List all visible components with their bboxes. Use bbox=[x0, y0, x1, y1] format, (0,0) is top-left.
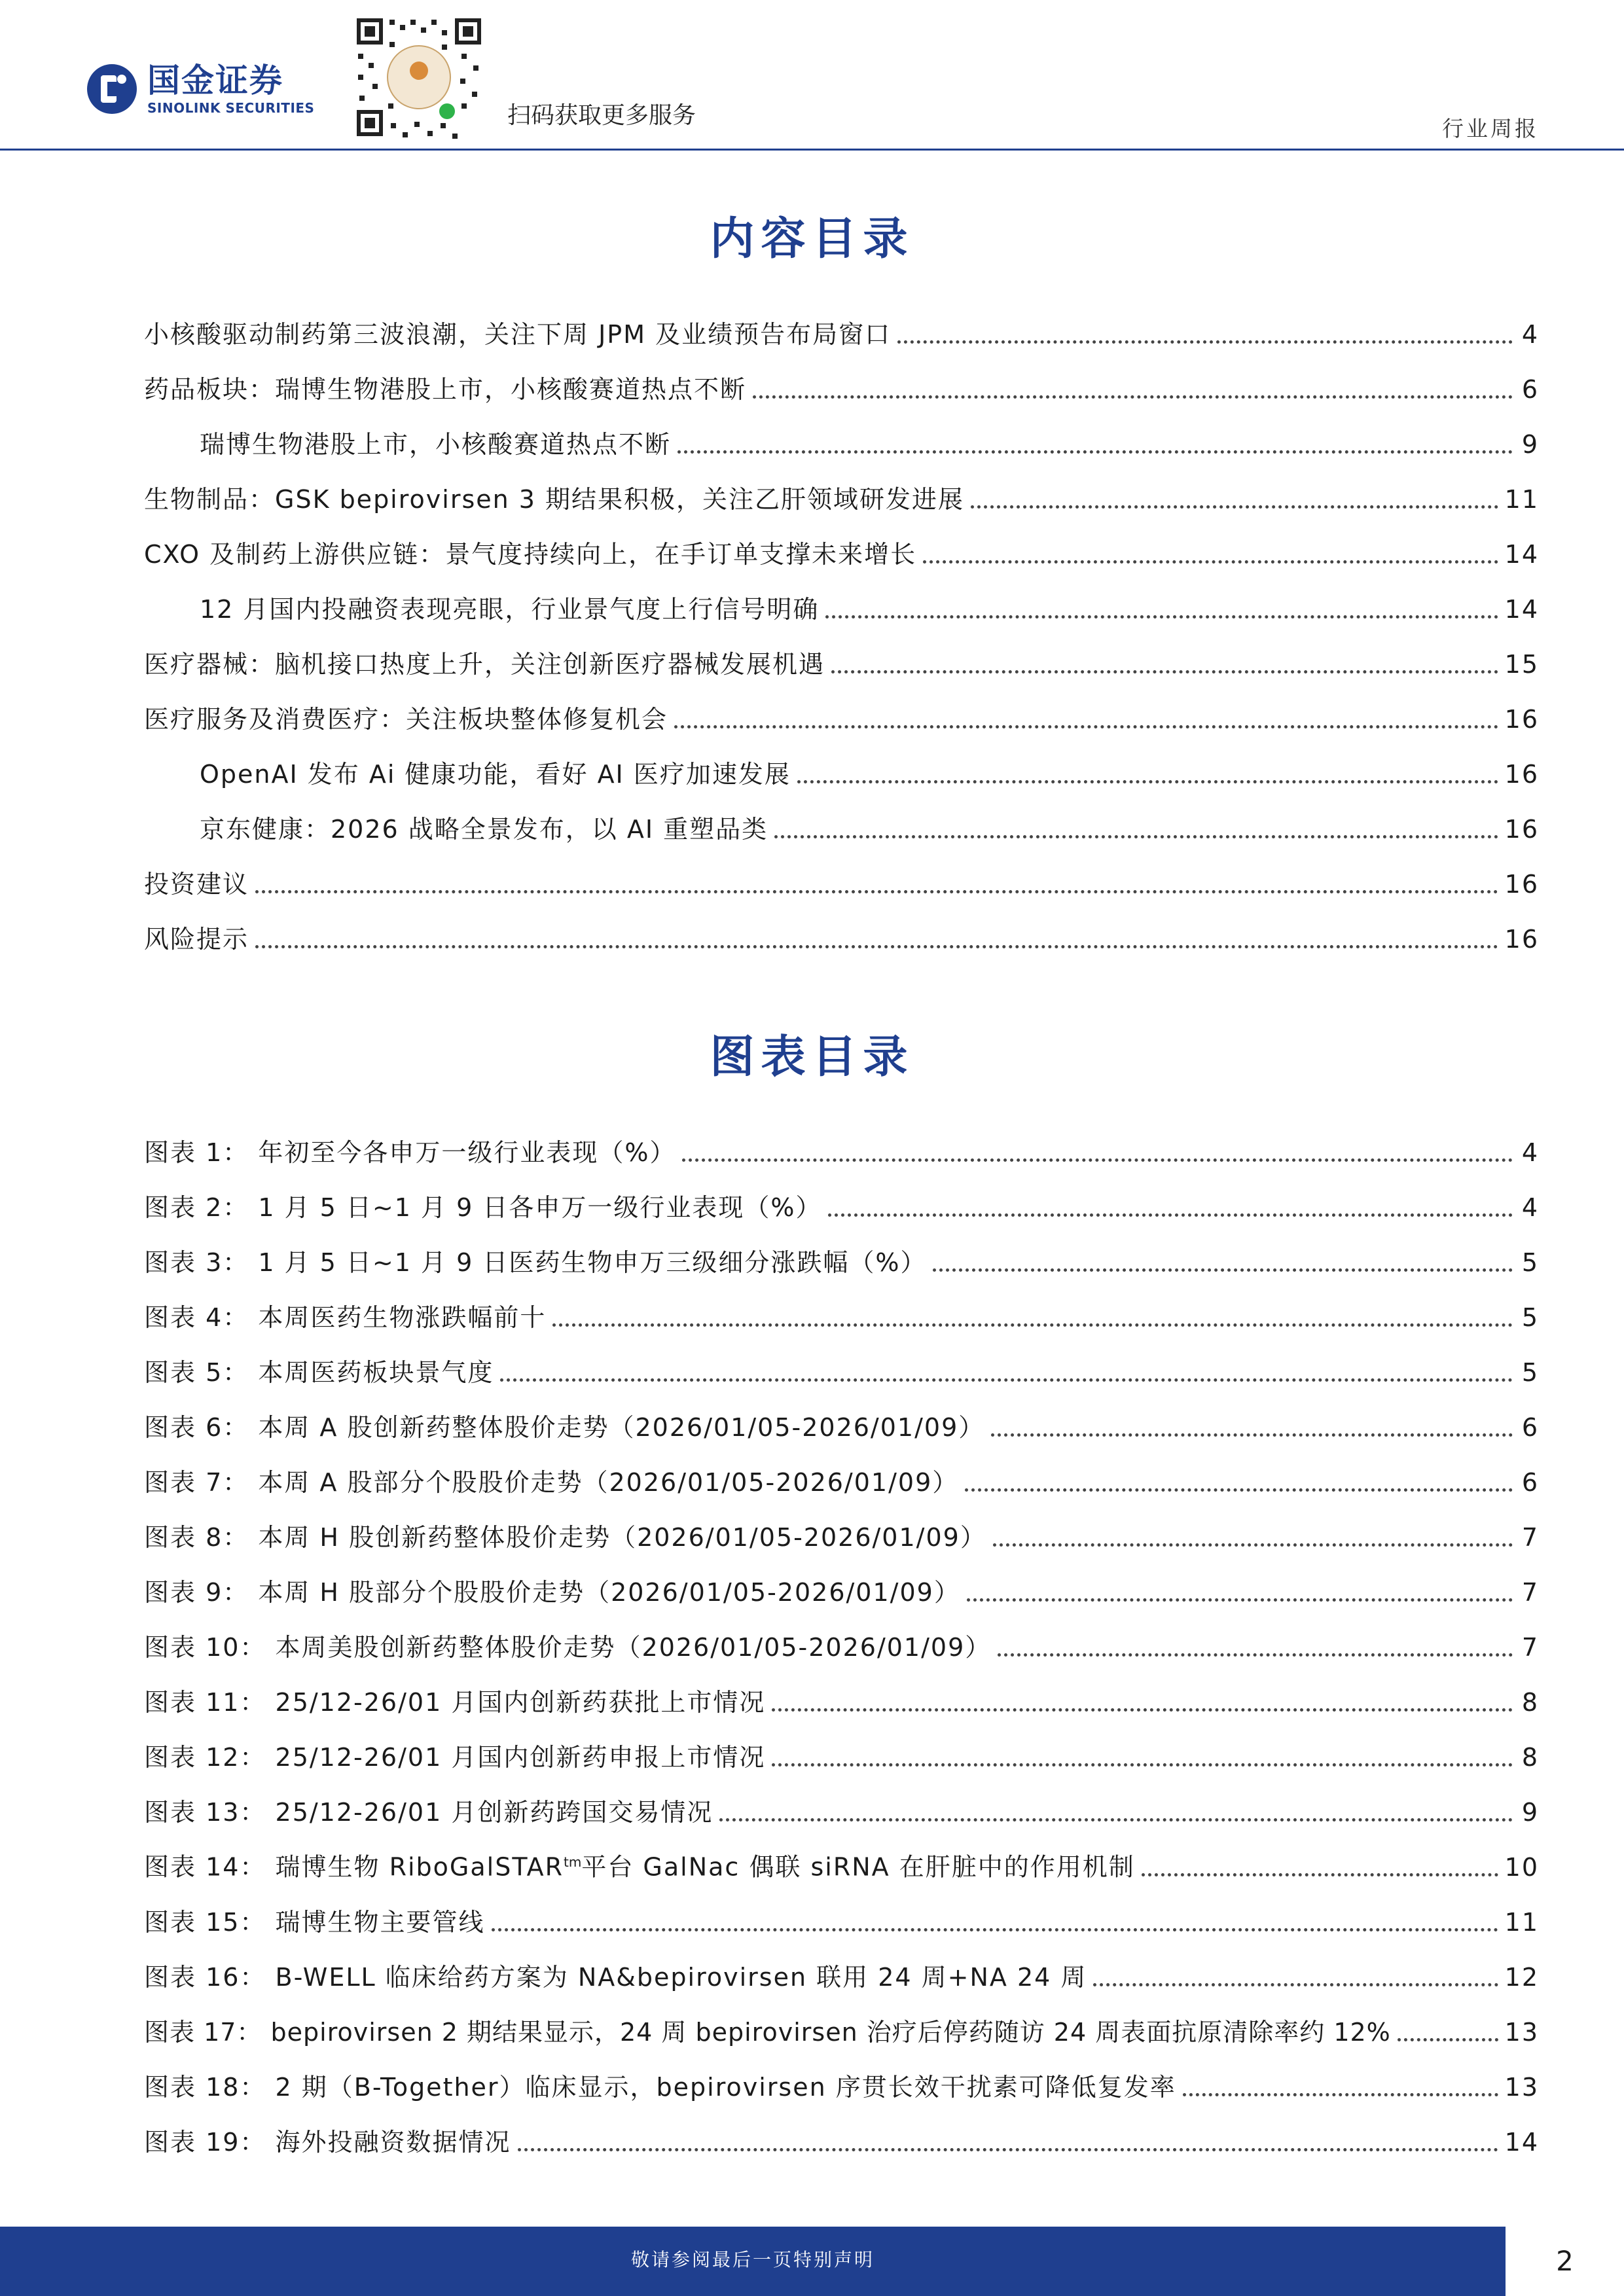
figure-page-number: 7 bbox=[1521, 1523, 1539, 1552]
toc-subentry[interactable]: 12 月国内投融资表现亮眼，行业景气度上行信号明确 14 bbox=[200, 586, 1539, 625]
toc-page-number: 15 bbox=[1504, 650, 1539, 679]
figure-page-number: 8 bbox=[1521, 1743, 1539, 1772]
figure-entry[interactable]: 图表 2： 1 月 5 日~1 月 9 日各申万一级行业表现（%） 4 bbox=[144, 1184, 1539, 1223]
toc-subentry[interactable]: 瑞博生物港股上市，小核酸赛道热点不断 9 bbox=[200, 421, 1539, 460]
figure-entry[interactable]: 图表 3： 1 月 5 日~1 月 9 日医药生物申万三级细分涨跌幅（%） 5 bbox=[144, 1239, 1539, 1278]
figure-page-number: 5 bbox=[1521, 1358, 1539, 1387]
figures-title: 图表目录 bbox=[710, 1031, 914, 1083]
figure-page-number: 8 bbox=[1521, 1688, 1539, 1717]
figure-page-number: 12 bbox=[1504, 1963, 1539, 1992]
figure-entry[interactable]: 图表 12： 25/12-26/01 月国内创新药申报上市情况 8 bbox=[144, 1734, 1539, 1773]
figure-entry[interactable]: 图表 10： 本周美股创新药整体股价走势（2026/01/05-2026/01/09） 7 bbox=[144, 1624, 1539, 1663]
page-number: 2 bbox=[1556, 2245, 1574, 2277]
qr-caption: 扫码获取更多服务 bbox=[507, 102, 696, 129]
figure-entry[interactable]: 图表 5： 本周医药板块景气度 5 bbox=[144, 1349, 1539, 1388]
toc-page-number: 16 bbox=[1504, 815, 1539, 844]
figure-entry[interactable]: 图表 11： 25/12-26/01 月国内创新药获批上市情况 8 bbox=[144, 1679, 1539, 1718]
qr-code-icon[interactable] bbox=[350, 12, 488, 143]
toc-page-number: 16 bbox=[1504, 925, 1539, 954]
company-logo bbox=[85, 62, 321, 121]
figure-page-number: 13 bbox=[1504, 2073, 1539, 2102]
figure-page-number: 9 bbox=[1521, 1798, 1539, 1827]
figure-entry[interactable]: 图表 7： 本周 A 股部分个股股价走势（2026/01/05-2026/01/09） 6 bbox=[144, 1459, 1539, 1498]
toc-page-number: 16 bbox=[1504, 705, 1539, 734]
toc-entry[interactable]: 小核酸驱动制药第三波浪潮，关注下周 JPM 及业绩预告布局窗口 4 bbox=[144, 311, 1539, 350]
toc-page-number: 11 bbox=[1504, 485, 1539, 514]
figure-page-number: 4 bbox=[1521, 1193, 1539, 1222]
figure-entry[interactable]: 图表 9： 本周 H 股部分个股股价走势（2026/01/05-2026/01/09） 7 bbox=[144, 1569, 1539, 1608]
figure-entry[interactable]: 图表 14： 瑞博生物 RiboGalSTAR$^{tm}$平台 GalNac 偶联 siRNA 在肝脏中的作用机制 10 bbox=[144, 1844, 1539, 1883]
figure-page-number: 10 bbox=[1504, 1853, 1539, 1882]
toc-page-number: 16 bbox=[1504, 760, 1539, 789]
figure-entry[interactable]: 图表 17： bepirovirsen 2 期结果显示，24 周 bepirovirsen 治疗后停药随访 24 周表面抗原清除率约 12% 13 bbox=[144, 2009, 1539, 2048]
figure-entry[interactable]: 图表 13： 25/12-26/01 月创新药跨国交易情况 9 bbox=[144, 1789, 1539, 1828]
figure-page-number: 6 bbox=[1521, 1413, 1539, 1442]
figure-entry[interactable]: 图表 6： 本周 A 股创新药整体股价走势（2026/01/05-2026/01/09） 6 bbox=[144, 1404, 1539, 1443]
figure-page-number: 5 bbox=[1521, 1303, 1539, 1332]
logo-english-name: SINOLINK SECURITIES bbox=[147, 100, 315, 116]
toc-page-number: 4 bbox=[1521, 320, 1539, 349]
figure-page-number: 7 bbox=[1521, 1578, 1539, 1607]
toc-page-number: 6 bbox=[1521, 375, 1539, 404]
toc-entry[interactable]: 风险提示 16 bbox=[144, 916, 1539, 955]
footer-disclaimer: 敬请参阅最后一页特别声明 bbox=[630, 2249, 875, 2270]
figure-page-number: 4 bbox=[1521, 1138, 1539, 1167]
figure-entry[interactable]: 图表 4： 本周医药生物涨跌幅前十 5 bbox=[144, 1294, 1539, 1333]
toc-entry[interactable]: 投资建议 16 bbox=[144, 861, 1539, 900]
figure-entry[interactable]: 图表 19： 海外投融资数据情况 14 bbox=[144, 2119, 1539, 2158]
toc-page-number: 14 bbox=[1504, 540, 1539, 569]
figure-page-number: 13 bbox=[1504, 2018, 1539, 2047]
contents-title: 内容目录 bbox=[710, 213, 914, 265]
toc-page-number: 14 bbox=[1504, 595, 1539, 624]
figure-entry[interactable]: 图表 15： 瑞博生物主要管线 11 bbox=[144, 1899, 1539, 1938]
report-type-label: 行业周报 bbox=[1442, 116, 1539, 141]
figure-page-number: 11 bbox=[1504, 1908, 1539, 1937]
toc-entry[interactable]: CXO 及制药上游供应链：景气度持续向上，在手订单支撑未来增长 14 bbox=[144, 531, 1539, 570]
toc-subentry[interactable]: OpenAI 发布 Ai 健康功能，看好 AI 医疗加速发展 16 bbox=[200, 751, 1539, 790]
logo-chinese-name: 国金证券 bbox=[147, 62, 283, 99]
toc-entry[interactable]: 药品板块：瑞博生物港股上市，小核酸赛道热点不断 6 bbox=[144, 366, 1539, 405]
figure-page-number: 7 bbox=[1521, 1633, 1539, 1662]
figure-entry[interactable]: 图表 1： 年初至今各申万一级行业表现（%） 4 bbox=[144, 1129, 1539, 1168]
toc-entry[interactable]: 医疗器械：脑机接口热度上升，关注创新医疗器械发展机遇 15 bbox=[144, 641, 1539, 680]
header-divider bbox=[0, 149, 1624, 151]
toc-entry[interactable]: 生物制品：GSK bepirovirsen 3 期结果积极，关注乙肝领域研发进展 11 bbox=[144, 476, 1539, 515]
figure-page-number: 5 bbox=[1521, 1248, 1539, 1277]
toc-page-number: 9 bbox=[1521, 430, 1539, 459]
figure-entry[interactable]: 图表 18： 2 期（B-Together）临床显示，bepirovirsen 序贯长效干扰素可降低复发率 13 bbox=[144, 2064, 1539, 2103]
figure-page-number: 6 bbox=[1521, 1468, 1539, 1497]
toc-subentry[interactable]: 京东健康：2026 战略全景发布，以 AI 重塑品类 16 bbox=[200, 806, 1539, 845]
toc-entry[interactable]: 医疗服务及消费医疗：关注板块整体修复机会 16 bbox=[144, 696, 1539, 735]
page-header bbox=[0, 0, 1624, 154]
toc-page-number: 16 bbox=[1504, 870, 1539, 899]
trademark-superscript: tm bbox=[564, 1854, 582, 1871]
sinolink-logo-icon bbox=[85, 62, 139, 116]
figure-entry[interactable]: 图表 16： B-WELL 临床给药方案为 NA&bepirovirsen 联用 24 周+NA 24 周 12 bbox=[144, 1954, 1539, 1993]
figure-page-number: 14 bbox=[1504, 2128, 1539, 2157]
figure-entry[interactable]: 图表 8： 本周 H 股创新药整体股价走势（2026/01/05-2026/01/09） 7 bbox=[144, 1514, 1539, 1553]
